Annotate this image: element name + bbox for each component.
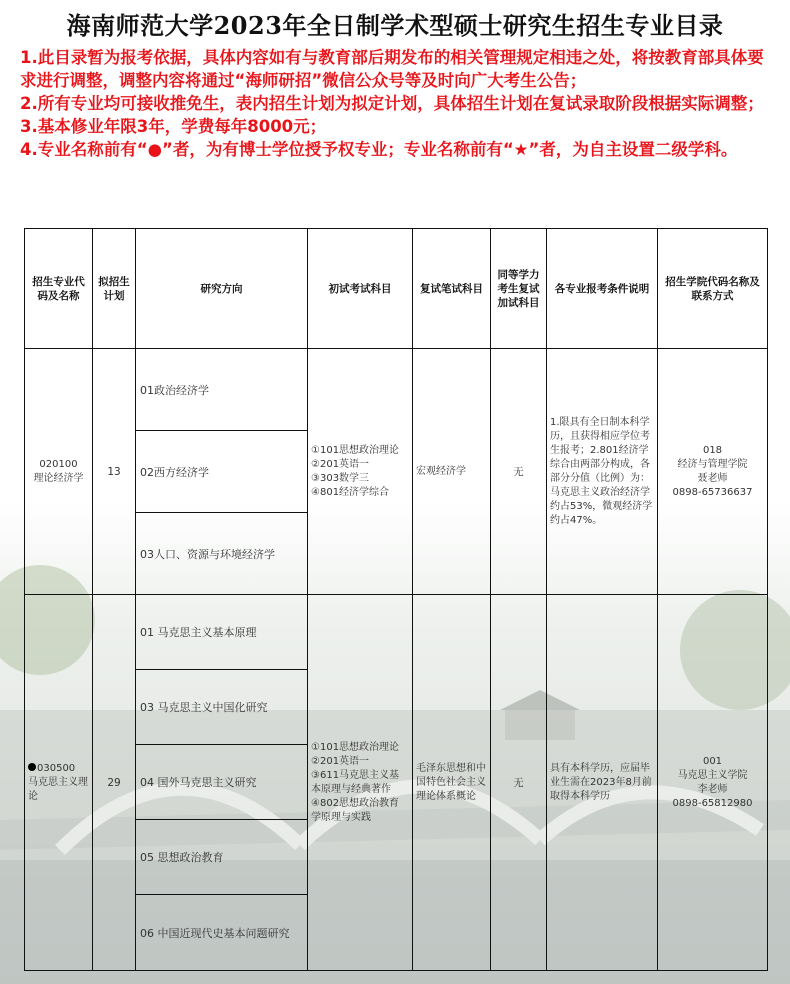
retest-written-cell: 宏观经济学 [413, 349, 491, 595]
header-retest-written: 复试笔试科目 [413, 229, 491, 349]
retest-written-cell: 毛泽东思想和中国特色社会主义理论体系概论 [413, 595, 491, 971]
contact-phone: 0898-65736637 [672, 486, 753, 498]
college-cell [658, 349, 768, 595]
major-name: 马克思主义理论 [28, 776, 88, 802]
plan-cell: 13 [93, 349, 136, 595]
conditions-cell: 1.限具有全日制本科学历，且获得相应学位考生报考；2.801经济学综合由两部分构成，各部分分值（比例）为：马克思主义政治经济学约占53%，微观经济学约占47%。 [547, 349, 658, 595]
college-code: 018 [702, 444, 723, 456]
header-major: 招生专业代码及名称 [25, 229, 93, 349]
college-name: 经济与管理学院 [677, 458, 748, 470]
note-2: 2.所有专业均可接收推免生，表内招生计划为拟定计划，具体招生计划在复试录取阶段根据实际调整； [20, 94, 764, 113]
direction-cell: 01政治经济学 [136, 349, 308, 431]
direction-cell: 03人口、资源与环境经济学 [136, 513, 308, 595]
direction-cell: 03 马克思主义中国化研究 [136, 670, 308, 745]
major-cell [25, 595, 93, 971]
table-row [25, 595, 768, 670]
direction-cell: 02西方经济学 [136, 431, 308, 513]
exam-subject: ③611马克思主义基本原理与经典著作 [311, 769, 400, 795]
college-code: 001 [702, 755, 723, 767]
doctoral-mark-icon [28, 763, 36, 771]
initial-exam-cell [308, 349, 413, 595]
conditions-cell: 具有本科学历，应届毕业生需在2023年8月前取得本科学历 [547, 595, 658, 971]
contact-phone: 0898-65812980 [672, 797, 753, 809]
header-conditions: 各专业报考条件说明 [547, 229, 658, 349]
header-college: 招生学院代码名称及联系方式 [658, 229, 768, 349]
plan-cell: 29 [93, 595, 136, 971]
catalog-table [24, 228, 768, 971]
college-cell [658, 595, 768, 971]
contact-person: 聂老师 [697, 472, 728, 484]
exam-subject: ④802思想政治教育学原理与实践 [311, 797, 400, 823]
note-4: 4.专业名称前有“●”者，为有博士学位授予权专业；专业名称前有“★”者，为自主设置二级学科。 [20, 140, 738, 159]
direction-cell: 06 中国近现代史基本问题研究 [136, 895, 308, 971]
exam-subject: ①101思想政治理论 [311, 741, 400, 753]
note-1: 1.此目录暂为报考依据，具体内容如有与教育部后期发布的相关管理规定相违之处，将按教育部具体要求进行调整，调整内容将通过“海师研招”微信公众号等及时向广大考生公告； [20, 48, 764, 90]
header-plan: 拟招生计划 [93, 229, 136, 349]
header-direction: 研究方向 [136, 229, 308, 349]
major-name: 理论经济学 [33, 472, 84, 484]
initial-exam-cell [308, 595, 413, 971]
equivalent-cell: 无 [491, 349, 547, 595]
header-equivalent: 同等学力考生复试加试科目 [491, 229, 547, 349]
exam-subject: ③303数学三 [311, 472, 370, 484]
exam-subject: ②201英语一 [311, 458, 370, 470]
equivalent-cell: 无 [491, 595, 547, 971]
college-name: 马克思主义学院 [677, 769, 748, 781]
direction-cell: 04 国外马克思主义研究 [136, 745, 308, 820]
major-cell [25, 349, 93, 595]
table-row [25, 349, 768, 431]
table-header-row [25, 229, 768, 349]
direction-cell: 01 马克思主义基本原理 [136, 595, 308, 670]
notes-section [20, 46, 775, 161]
direction-cell: 05 思想政治教育 [136, 820, 308, 895]
note-3: 3.基本修业年限3年，学费每年8000元； [20, 117, 327, 136]
page-title: 海南师范大学2023年全日制学术型硕士研究生招生专业目录 [66, 11, 724, 40]
header-initial-exam: 初试考试科目 [308, 229, 413, 349]
exam-subject: ②201英语一 [311, 755, 370, 767]
major-code: 030500 [37, 762, 76, 774]
exam-subject: ④801经济学综合 [311, 486, 390, 498]
major-code: 020100 [39, 458, 78, 470]
exam-subject: ①101思想政治理论 [311, 444, 400, 456]
contact-person: 李老师 [697, 783, 728, 795]
